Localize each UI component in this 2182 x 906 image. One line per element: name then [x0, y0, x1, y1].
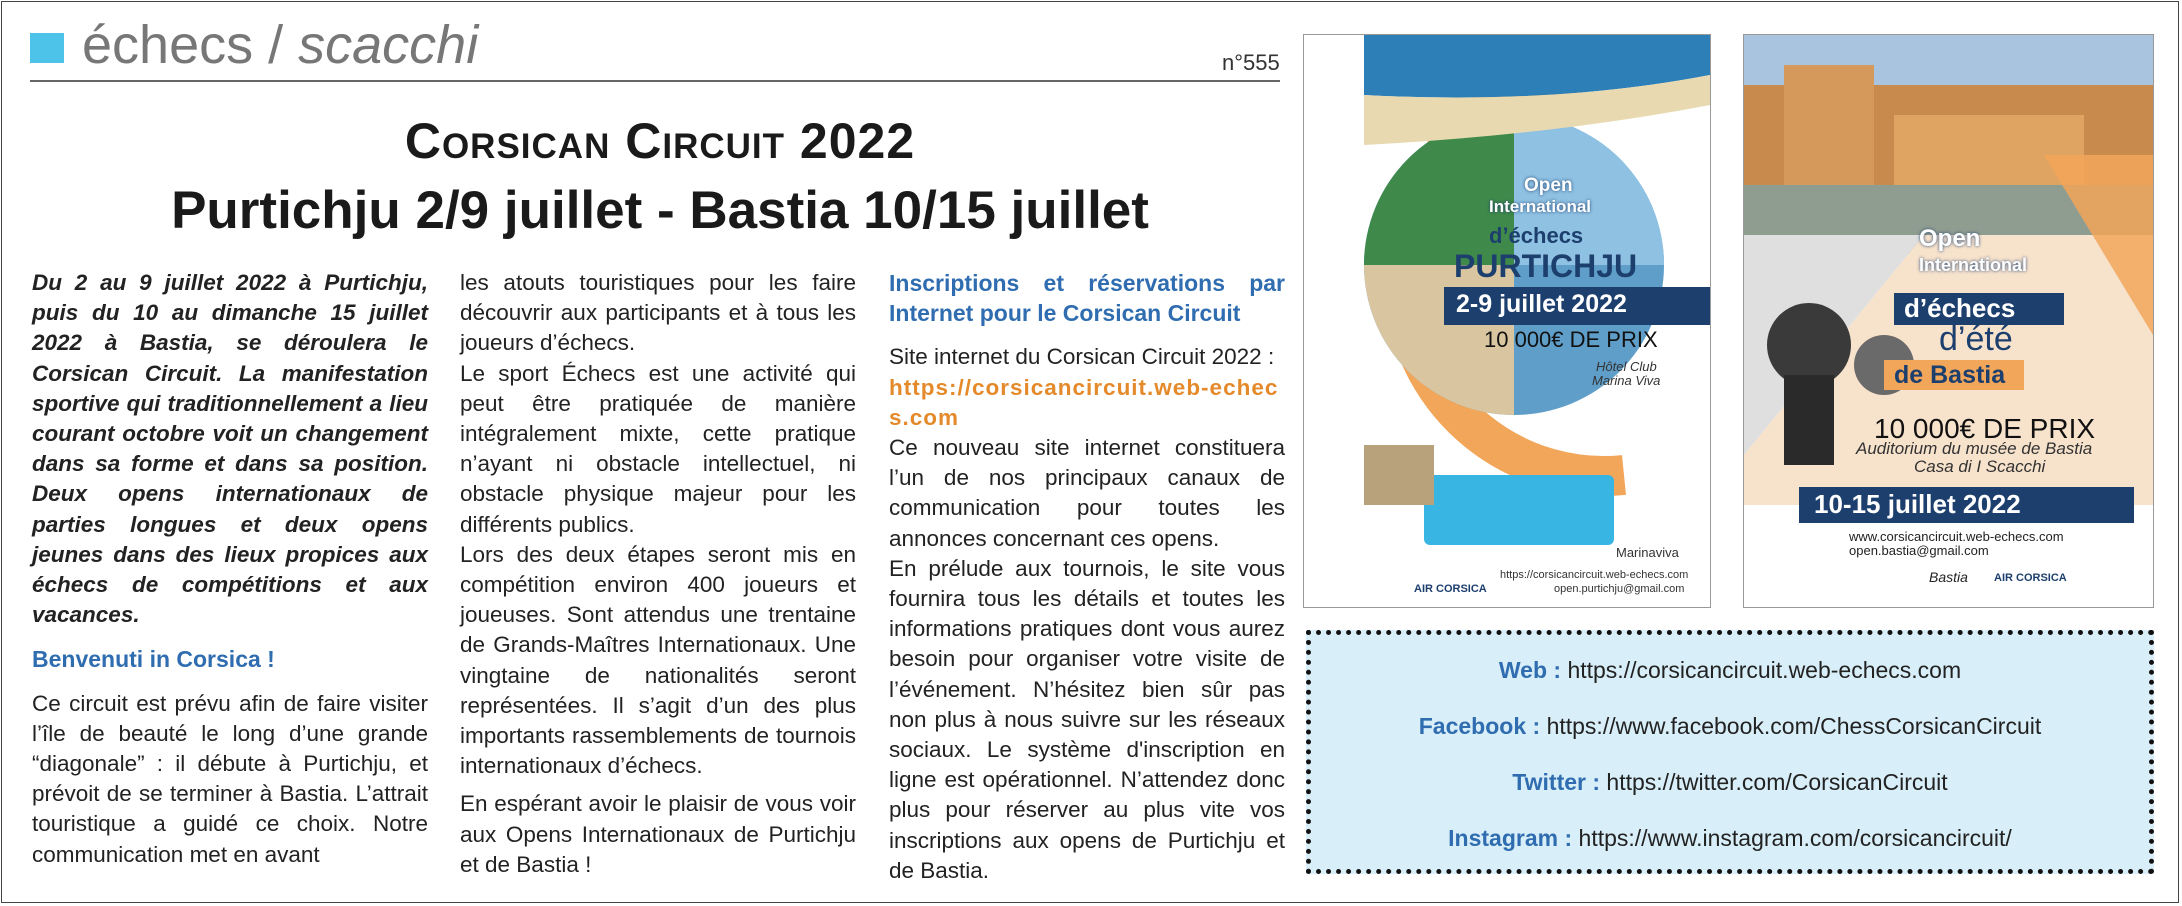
web-label: Web : [1498, 657, 1562, 683]
poster-purtichju-url: https://corsicancircuit.web-echecs.com [1500, 569, 1689, 581]
poster-purtichju-sponsor: AIR CORSICA [1414, 583, 1487, 595]
poster-bastia-prize: 10 000€ DE PRIX [1874, 413, 2096, 444]
poster-purtichju-prize: 10 000€ DE PRIX [1484, 327, 1658, 352]
body-paragraph: Lors des deux étapes seront mis en compétition environ 400 joueurs et joueuses. Sont attendus une trentaine de Grands-Maîtres Internationaux. Une vingtaine de nationalités seront représentées. Il s’agit d’un des plus importants rassemblements de tournois internationaux d’échecs. [460, 541, 856, 779]
poster-bastia-dechecs: d’échecs [1904, 293, 2016, 323]
poster-bastia-venue: Casa di I Scacchi [1914, 457, 2046, 476]
poster-purtichju-brand: Marinaviva [1616, 545, 1679, 560]
twitter-link[interactable]: https://twitter.com/CorsicanCircuit [1606, 769, 1948, 795]
subheading-inscriptions: Inscriptions et réservations par Internet pour le Corsican Circuit [889, 270, 1285, 327]
header-divider [30, 80, 1280, 82]
poster-bastia [1743, 34, 2154, 608]
poster-purtichju-name: PURTICHJU [1454, 248, 1638, 284]
poster-purtichju-hotel: Marina Viva [1592, 373, 1661, 388]
poster-purtichju [1303, 34, 1711, 608]
web-link[interactable]: https://corsicancircuit.web-echecs.com [1567, 657, 1962, 683]
poster-purtichju-art [1304, 35, 1710, 607]
twitter-label: Twitter : [1512, 769, 1601, 795]
body-paragraph: En prélude aux tournois, le site vous fournira tous les détails et toutes les informations pratiques dont vous aurez besoin pour organiser votre visite de l’événement. N’hésitez bien sûr pas non plus à nous suivre sur les réseaux sociaux. Le système d'inscription en ligne est opérationnel. N’attendez donc plus pour réserver au plus vite vos inscriptions aux opens de Purtichju et de Bastia. [889, 555, 1285, 883]
body-paragraph: Le sport Échecs est une activité qui peut être pratiquée de manière intégralement mixte, cette pratique n’ayant ni obstacle intellectuel, ni obstacle physique majeur pour les différents publics. [460, 360, 856, 537]
poster-purtichju-open: Open [1524, 175, 1573, 196]
poster-bastia-city: de Bastia [1894, 361, 2006, 389]
body-paragraph: En espérant avoir le plaisir de vous voir aux Opens Internationaux de Purtichju et de Bastia ! [460, 791, 856, 877]
facebook-row [1311, 713, 2149, 740]
poster-bastia-dates: 10-15 juillet 2022 [1814, 489, 2021, 519]
section-title-fr: échecs [82, 15, 254, 75]
poster-bastia-open: Open [1919, 225, 1981, 252]
section-title-it: scacchi [298, 15, 479, 75]
poster-bastia-sponsor: AIR CORSICA [1994, 572, 2067, 584]
body-paragraph: Site internet du Corsican Circuit 2022 : [889, 344, 1275, 370]
body-paragraph: Ce nouveau site internet constituera l’un de nos principaux canaux de communication pour toutes les annonces concernant ces opens. [889, 435, 1285, 551]
poster-purtichju-dechecs: d’échecs [1489, 223, 1584, 248]
poster-bastia-url: www.corsicancircuit.web-echecs.com [1849, 529, 2064, 544]
instagram-row [1311, 825, 2149, 852]
instagram-label: Instagram : [1448, 825, 1573, 851]
article-title: Corsican Circuit 2022 [404, 113, 916, 169]
poster-bastia-dete: d’été [1939, 320, 2013, 358]
poster-bastia-sponsor: Bastia [1929, 569, 1968, 585]
poster-bastia-venue: Auditorium du musée de Bastia [1856, 439, 2093, 458]
poster-purtichju-email: open.purtichju@gmail.com [1554, 583, 1685, 595]
column-3 [889, 268, 1285, 886]
twitter-row [1311, 769, 2149, 796]
social-links-box [1306, 630, 2154, 874]
poster-purtichju-hotel: Hôtel Club [1596, 359, 1657, 374]
article-subtitle: Purtichju 2/9 juillet - Bastia 10/15 juillet [171, 181, 1149, 240]
poster-bastia-email: open.bastia@gmail.com [1849, 543, 1989, 558]
subheading-benvenuti: Benvenuti in Corsica ! [32, 646, 275, 673]
section-header [82, 14, 478, 76]
web-row [1311, 657, 2149, 684]
instagram-link[interactable]: https://www.instagram.com/corsicancircuit/ [1578, 825, 2012, 851]
facebook-link[interactable]: https://www.facebook.com/ChessCorsicanCircuit [1546, 713, 2042, 739]
section-square-icon [30, 33, 64, 63]
body-paragraph: les atouts touristiques pour les faire découvrir aux participants et à tous les joueurs d’échecs. [460, 270, 856, 356]
facebook-label: Facebook : [1418, 713, 1541, 739]
body-paragraph: Ce circuit est prévu afin de faire visiter l’île de beauté le long d’une grande “diagonale” : il débute à Purtichju, et prévoit de se terminer à Bastia. L’attrait touristique a guidé ce choix. Notre communication met en avant [32, 690, 428, 867]
poster-bastia-international: International [1919, 255, 2028, 275]
column-2 [460, 268, 856, 880]
poster-purtichju-dates: 2-9 juillet 2022 [1456, 290, 1627, 318]
lead-paragraph: Du 2 au 9 juillet 2022 à Purtichju, puis du 10 au dimanche 15 juillet 2022 à Bastia, se déroulera le Corsican Circuit. La manifestation sportive qui traditionnellement a lieu courant octobre voit un changement dans sa forme et dans sa position. Deux opens internationaux de parties longues et deux opens jeunes dans des lieux propices aux échecs de compétitions et aux vacances. [32, 270, 428, 628]
column-1 [32, 268, 428, 870]
website-link[interactable]: https://corsicancircuit.web-echecs.com [889, 374, 1279, 430]
issue-number: n°555 [1222, 50, 1280, 75]
section-separator: / [253, 15, 299, 75]
poster-purtichju-international: International [1489, 197, 1592, 216]
